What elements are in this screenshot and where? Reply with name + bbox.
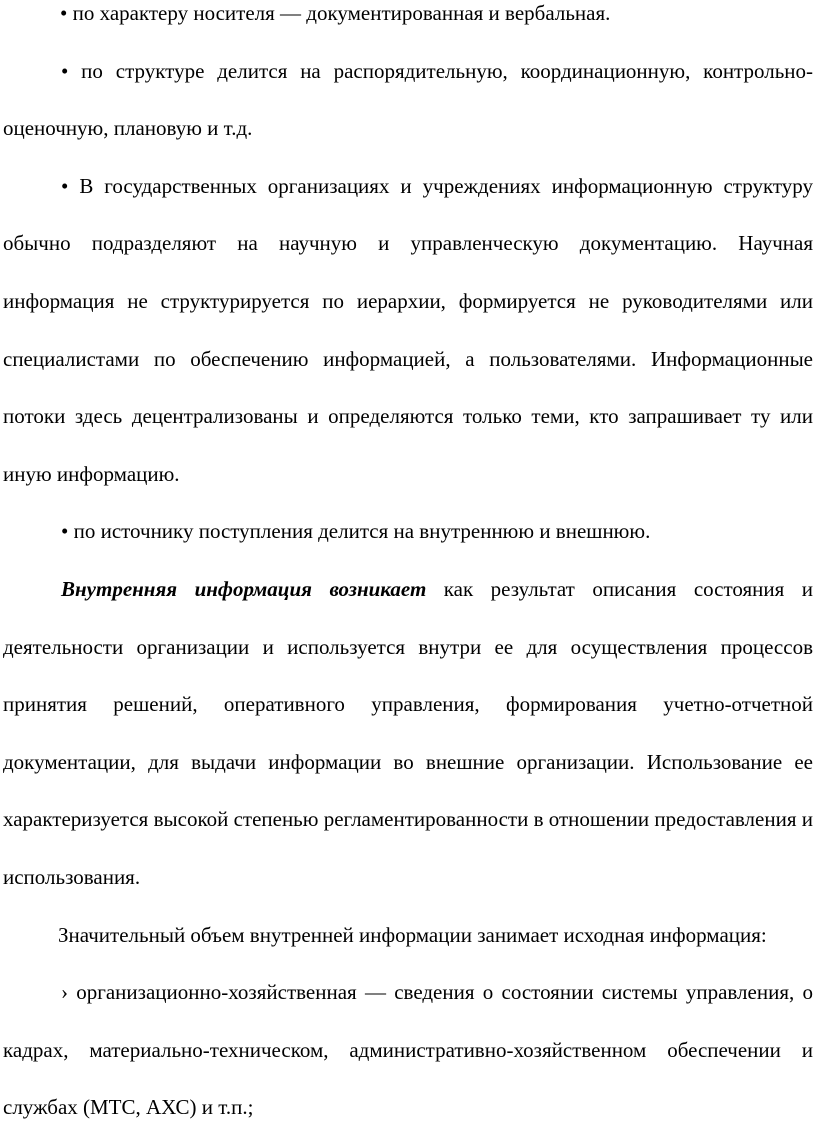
paragraph-structure-type: • по структуре делится на распорядительную, координационную, контрольно-оценочную, плановую и т.д. bbox=[3, 58, 813, 141]
paragraph-internal-information bbox=[3, 561, 813, 907]
paragraph-carrier-type: • по характеру носителя — документированная и вербальная. bbox=[60, 1, 611, 25]
document-body bbox=[3, 0, 813, 1137]
internal-information-emphasis: Внутренняя информация возникает bbox=[61, 576, 427, 601]
paragraph-source-information: Значительный объем внутренней информации занимает исходная информация: bbox=[58, 922, 767, 947]
paragraph-source-type: • по источнику поступления делится на внутреннюю и внешнюю. bbox=[61, 519, 651, 544]
paragraph-organizational-information: › организационно-хозяйственная — сведения о состоянии системы управления, о кадрах, материально-техническом, административно-хозяйственном обеспечении и службах (МТС, АХС) и т.п.; bbox=[3, 980, 813, 1120]
paragraph-state-organizations: • В государственных организациях и учреждениях информационную структуру обычно подразделяют на научную и управленческую документацию. Научная информация не структурируется по иерархии, формируется не руководителями или специалистами по обеспечению информацией, а пользователями. Информационные потоки здесь децентрализованы и определяются только теми, кто запрашивает ту или иную информацию. bbox=[3, 173, 813, 486]
internal-information-text: как результат описания состояния и деятельности организации и используется внутри ее для осуществления процессов принятия решений, оперативного управления, формирования учетно-отчетной документации, для выдачи информации во внешние организации. Использование ее характеризуется высокой степенью регламентированности в отношении предоставления и использования. bbox=[3, 576, 813, 889]
